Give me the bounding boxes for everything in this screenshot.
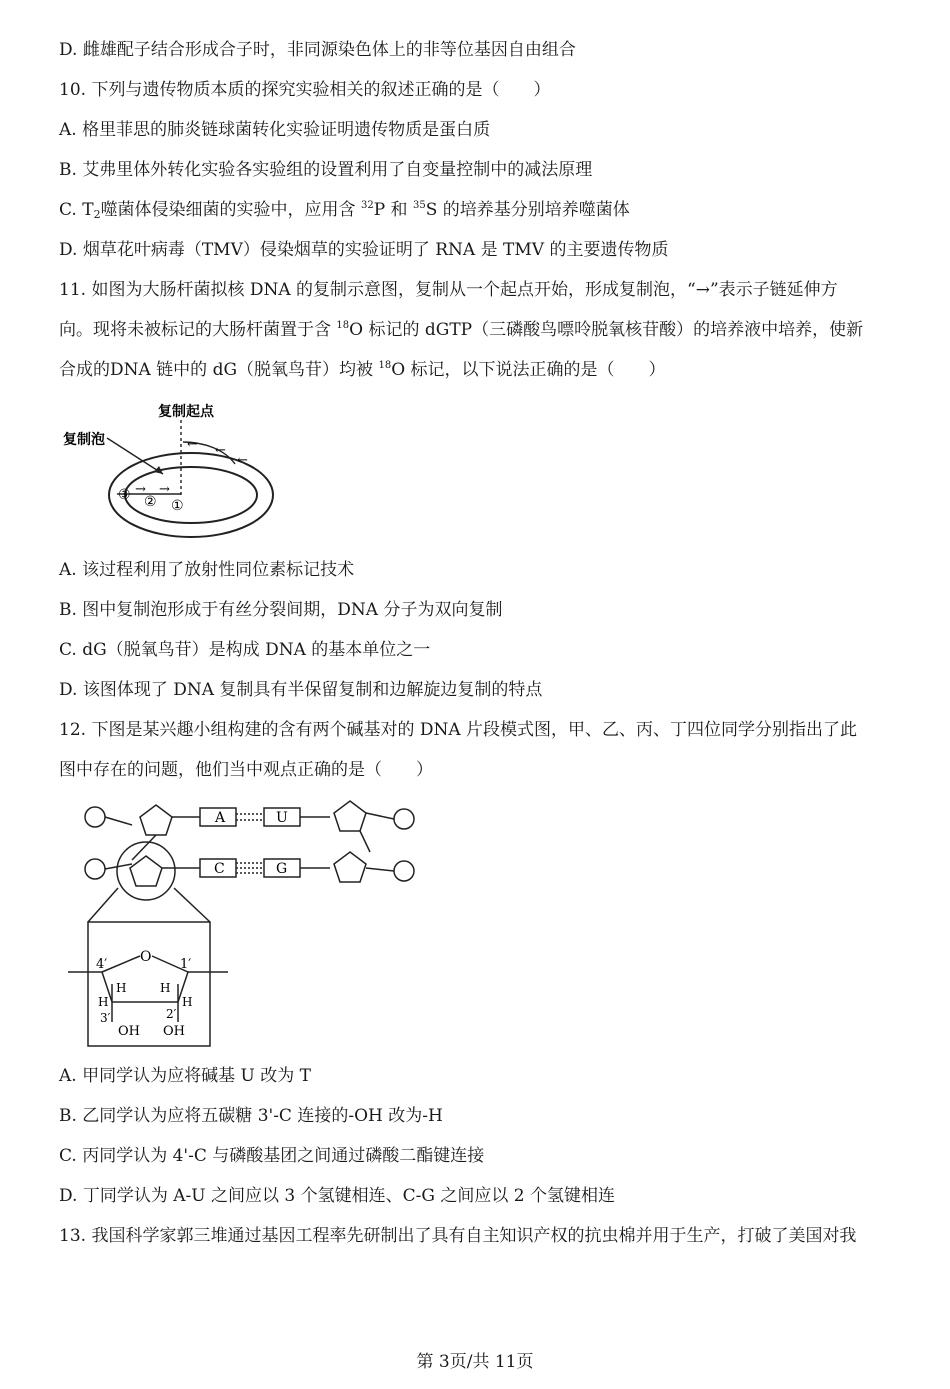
- q11-option-d: D. 该图体现了 DNA 复制具有半保留复制和边解旋边复制的特点: [59, 680, 543, 700]
- q12-stem-line1: 12. 下图是某兴趣小组构建的含有两个碱基对的 DNA 片段模式图，甲、乙、丙、丁四位同学分别指出了此: [59, 720, 858, 740]
- sugar-pentagon: [130, 856, 162, 886]
- phosphate-circle: [394, 861, 414, 881]
- replication-bubble-figure: [55, 398, 295, 548]
- base-label-a: A: [215, 810, 226, 826]
- bubble-pointer: [107, 438, 163, 474]
- q11-option-a: A. 该过程利用了放射性同位素标记技术: [59, 560, 355, 580]
- bubble-label: 复制泡: [63, 432, 105, 448]
- phosphate-circle: [85, 807, 105, 827]
- base-label-u: U: [276, 810, 288, 826]
- rightward-arrow: →: [159, 482, 170, 497]
- sugar-pentagon: [334, 852, 366, 882]
- q13-stem-line1: 13. 我国科学家郭三堆通过基因工程率先研制出了具有自主知识产权的抗虫棉并用于生产，打破了美国对我: [59, 1226, 857, 1246]
- carbon-2-label: 2′: [166, 1007, 177, 1021]
- phosphate-circle: [394, 809, 414, 829]
- carbon-3-label: 3′: [100, 1011, 111, 1025]
- hydroxyl-label-3: OH: [118, 1024, 140, 1039]
- hydrogen-label: H: [182, 995, 193, 1009]
- hydrogen-label: H: [160, 981, 171, 995]
- ring-oxygen-label: O: [140, 949, 152, 965]
- page-footer: 第 3页/共 11页: [416, 1352, 534, 1372]
- segment-mark-3: ③: [118, 487, 131, 503]
- carbon-4-label: 4′: [96, 957, 108, 972]
- zoom-circle: [117, 842, 175, 900]
- leftward-arrow: ←: [215, 443, 226, 458]
- sugar-pentagon: [140, 805, 172, 835]
- q10-option-d: D. 烟草花叶病毒（TMV）侵染烟草的实验证明了 RNA 是 TMV 的主要遗传物质: [59, 240, 669, 260]
- hydrogen-label: H: [98, 995, 109, 1009]
- q11-stem-line2: 向。现将未被标记的大肠杆菌置于含 $^{18}$O 标记的 dGTP（三磷酸鸟嘌呤脱氧核苷酸）的培养液中培养，使新: [59, 320, 864, 340]
- q11-stem-line1: 11. 如图为大肠杆菌拟核 DNA 的复制示意图，复制从一个起点开始，形成复制泡，“→”表示子链延伸方: [59, 280, 838, 300]
- q12-stem-line2: 图中存在的问题，他们当中观点正确的是（ ）: [59, 760, 433, 780]
- q11-option-c: C. dG（脱氧鸟苷）是构成 DNA 的基本单位之一: [59, 640, 431, 660]
- q10-option-a: A. 格里菲思的肺炎链球菌转化实验证明遗传物质是蛋白质: [59, 120, 491, 140]
- origin-label: 复制起点: [158, 404, 214, 420]
- q11-option-b: B. 图中复制泡形成于有丝分裂间期，DNA 分子为双向复制: [59, 600, 503, 620]
- leftward-arrow: ←: [187, 437, 198, 452]
- sugar-pentagon: [334, 801, 366, 831]
- rightward-arrow: →: [135, 482, 146, 497]
- q10-option-c: C. $T_2$噬菌体侵染细菌的实验中，应用含 $^{32}$P 和 $^{35}$S 的培养基分别培养噬菌体: [59, 200, 630, 221]
- q12-option-a: A. 甲同学认为应将碱基 U 改为 T: [59, 1066, 311, 1086]
- base-label-c: C: [214, 861, 225, 877]
- carbon-1-label: 1′: [180, 957, 192, 972]
- q12-option-b: B. 乙同学认为应将五碳糖 3'-C 连接的-OH 改为-H: [59, 1106, 443, 1126]
- hydroxyl-label-2: OH: [163, 1024, 185, 1039]
- q12-option-d: D. 丁同学认为 A-U 之间应以 3 个氢键相连、C-G 之间应以 2 个氢键相连: [59, 1186, 615, 1206]
- segment-mark-2: ②: [144, 494, 157, 510]
- dna-model-figure: [60, 792, 430, 1052]
- q10-option-b: B. 艾弗里体外转化实验各实验组的设置利用了自变量控制中的减法原理: [59, 160, 593, 180]
- q12-option-c: C. 丙同学认为 4'-C 与磷酸基团之间通过磷酸二酯键连接: [59, 1146, 485, 1166]
- hydrogen-label: H: [116, 981, 127, 995]
- base-label-g: G: [276, 861, 288, 877]
- outer-dna-ring: [109, 453, 273, 537]
- q11-stem-line3: 合成的DNA 链中的 dG（脱氧鸟苷）均被 $^{18}$O 标记，以下说法正确的是（ ）: [59, 360, 666, 380]
- leftward-arrow: ←: [237, 453, 248, 468]
- q9-option-d: D. 雌雄配子结合形成合子时，非同源染色体上的非等位基因自由组合: [59, 40, 576, 60]
- segment-mark-1: ①: [171, 498, 184, 514]
- q10-stem: 10. 下列与遗传物质本质的探究实验相关的叙述正确的是（ ）: [59, 80, 551, 100]
- phosphate-circle: [85, 859, 105, 879]
